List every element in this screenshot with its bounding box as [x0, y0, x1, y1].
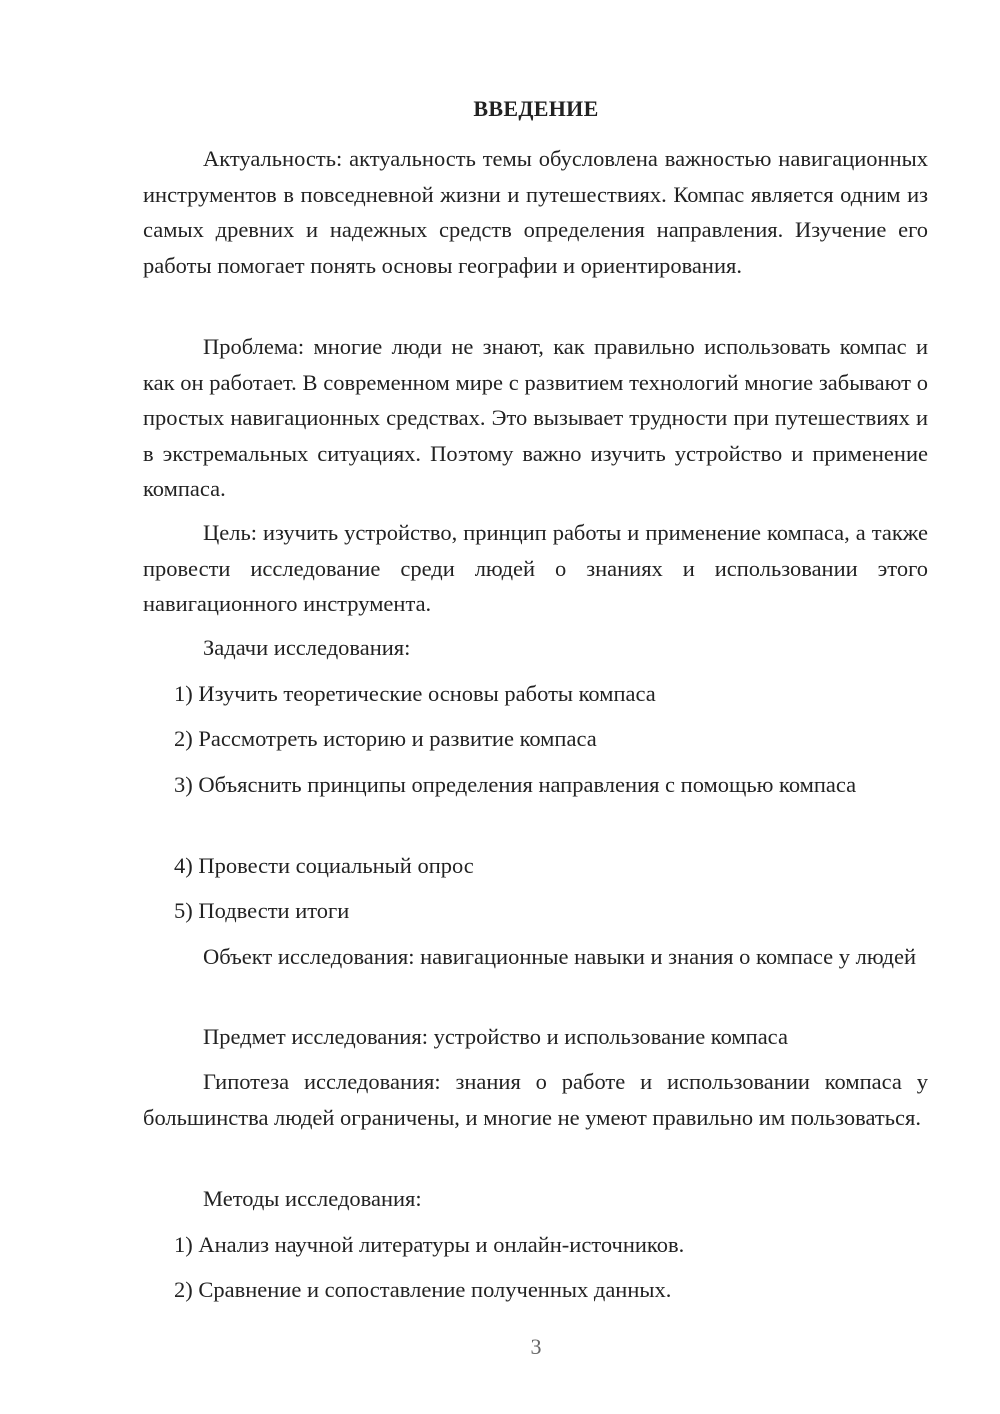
- paragraph-hypothesis: Гипотеза исследования: знания о работе и использовании компаса у большинства людей ограничены, и многие не умеют правильно им пользоваться.: [143, 1069, 928, 1130]
- task-item-4: 4) Провести социальный опрос: [174, 853, 474, 878]
- method-item-2: 2) Сравнение и сопоставление полученных данных.: [174, 1277, 672, 1302]
- paragraph-problem: Проблема: многие люди не знают, как правильно использовать компас и как он работает. В современном мире с развитием технологий многие забывают о простых навигационных средствах. Это вызывает трудности при путешествиях и в экстремальных ситуациях. Поэтому важно изучить устройство и применение компаса.: [143, 334, 928, 501]
- paragraph-relevance: Актуальность: актуальность темы обусловлена важностью навигационных инструментов в повседневной жизни и путешествиях. Компас является одним из самых древних и надежных средств определения направления. Изучение его работы помогает понять основы географии и ориентирования.: [143, 146, 928, 278]
- paragraph-subject: Предмет исследования: устройство и использование компаса: [203, 1024, 788, 1049]
- method-item-1: 1) Анализ научной литературы и онлайн-источников.: [174, 1232, 685, 1257]
- paragraph-object: Объект исследования: навигационные навыки и знания о компасе у людей: [203, 944, 917, 969]
- task-item-3: 3) Объяснить принципы определения направления с помощью компаса: [174, 772, 857, 797]
- task-item-1: 1) Изучить теоретические основы работы компаса: [174, 681, 656, 706]
- methods-title: Методы исследования:: [203, 1186, 422, 1211]
- paragraph-goal: Цель: изучить устройство, принцип работы и применение компаса, а также провести исследование среди людей о знаниях и использовании этого навигационного инструмента.: [143, 520, 928, 616]
- page-number: 3: [530, 1334, 542, 1359]
- tasks-title: Задачи исследования:: [203, 635, 411, 660]
- task-item-2: 2) Рассмотреть историю и развитие компаса: [174, 726, 597, 751]
- section-heading: ВВЕДЕНИЕ: [473, 96, 599, 121]
- task-item-5: 5) Подвести итоги: [174, 898, 350, 923]
